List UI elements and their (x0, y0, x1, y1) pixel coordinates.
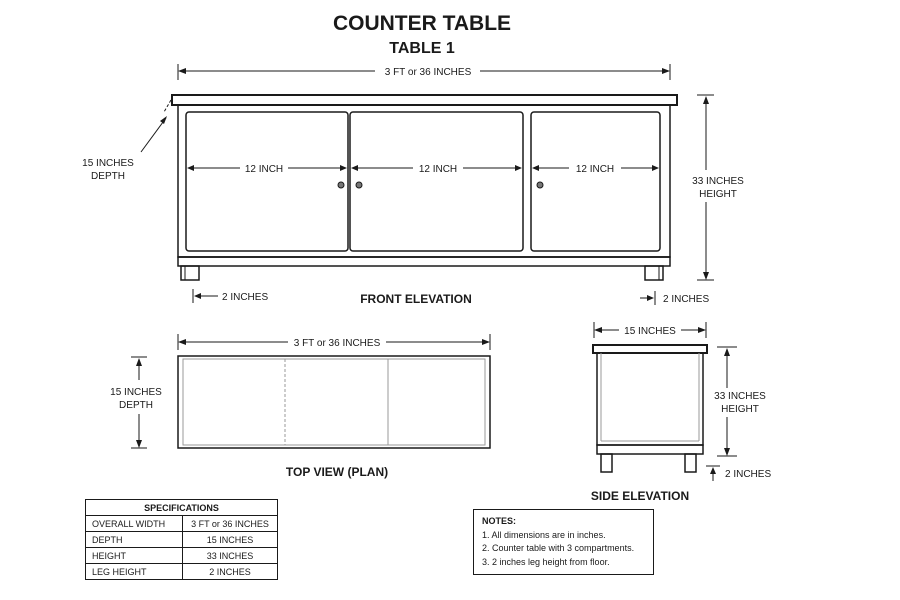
front-elevation-title: FRONT ELEVATION (360, 292, 472, 306)
spec-label-width: OVERALL WIDTH (86, 516, 183, 532)
side-leg-dimension (706, 466, 771, 481)
specifications-table (85, 499, 278, 580)
specifications-heading: SPECIFICATIONS (86, 500, 278, 516)
top-depth-label-2: DEPTH (119, 400, 153, 411)
top-outline (178, 356, 490, 448)
side-countertop (593, 345, 707, 353)
front-width-label: 3 FT or 36 INCHES (384, 67, 472, 78)
side-base-rail (597, 445, 703, 454)
notes-box (473, 509, 654, 575)
spec-label-depth: DEPTH (86, 532, 183, 548)
front-door-1 (186, 112, 348, 251)
side-height-label-1: 33 INCHES (714, 391, 766, 402)
front-elevation (82, 64, 744, 306)
top-depth-dimension (110, 357, 162, 448)
note-item-3: 3. 2 inches leg height from floor. (482, 556, 610, 567)
spec-label-leg-height: LEG HEIGHT (86, 564, 183, 580)
side-leg-label: 2 INCHES (725, 469, 772, 480)
front-leg-left-dimension (193, 289, 268, 303)
side-width-label: 15 INCHES (624, 326, 676, 337)
front-width-dimension (178, 64, 670, 80)
front-height-label-2: HEIGHT (699, 189, 737, 200)
compartment-2-dimension (351, 164, 522, 175)
side-height-label-2: HEIGHT (721, 404, 759, 415)
side-leg-right (685, 454, 696, 472)
front-height-dimension (692, 95, 744, 280)
notes-heading: NOTES: (482, 516, 517, 526)
door-knob-3 (537, 182, 543, 188)
front-leg-left-label: 2 INCHES (222, 292, 269, 303)
top-view (110, 334, 490, 479)
table-row (86, 548, 278, 564)
spec-value-height: 33 INCHES (183, 548, 278, 564)
spec-label-height: HEIGHT (86, 548, 183, 564)
compartment-1-dimension (187, 164, 347, 175)
front-depth-label-2: DEPTH (91, 171, 125, 182)
side-cabinet-body (597, 353, 703, 445)
spec-value-leg-height: 2 INCHES (183, 564, 278, 580)
door-knob-2 (356, 182, 362, 188)
table-row (86, 516, 278, 532)
top-width-label: 3 FT or 36 INCHES (293, 338, 381, 349)
door-knob-1 (338, 182, 344, 188)
table-row (86, 532, 278, 548)
side-elevation-title: SIDE ELEVATION (590, 489, 690, 503)
compartment-3-dimension (532, 164, 659, 175)
front-base-rail (178, 257, 670, 266)
front-door-3 (531, 112, 660, 251)
side-elevation (591, 322, 772, 503)
front-leg-right-dimension (640, 291, 709, 305)
spec-value-width: 3 FT or 36 INCHES (183, 516, 278, 532)
front-cabinet-body (178, 105, 670, 257)
compartment-2-label: 12 INCH (418, 164, 458, 175)
top-depth-label-1: 15 INCHES (110, 387, 162, 398)
front-leg-right (645, 266, 663, 280)
side-height-dimension (714, 347, 766, 456)
front-countertop (172, 95, 677, 105)
top-view-title: TOP VIEW (PLAN) (285, 465, 389, 479)
side-leg-left (601, 454, 612, 472)
compartment-1-label: 12 INCH (244, 164, 284, 175)
spec-value-depth: 15 INCHES (183, 532, 278, 548)
top-inner-outline (183, 359, 485, 445)
side-width-dimension (594, 322, 706, 338)
table-row (86, 564, 278, 580)
drawing-subtitle: TABLE 1 (389, 40, 455, 57)
front-leg-left (181, 266, 199, 280)
drawing-title: COUNTER TABLE (332, 12, 512, 35)
note-item-2: 2. Counter table with 3 compartments. (482, 543, 635, 553)
compartment-3-label: 12 INCH (575, 164, 615, 175)
note-item-1: 1. All dimensions are in inches. (482, 529, 606, 540)
front-depth-dimension (82, 100, 171, 182)
front-height-label-1: 33 INCHES (692, 176, 744, 187)
front-door-2 (350, 112, 523, 251)
front-leg-right-label: 2 INCHES (663, 294, 710, 305)
front-depth-label-1: 15 INCHES (82, 158, 134, 169)
top-width-dimension (178, 334, 490, 350)
